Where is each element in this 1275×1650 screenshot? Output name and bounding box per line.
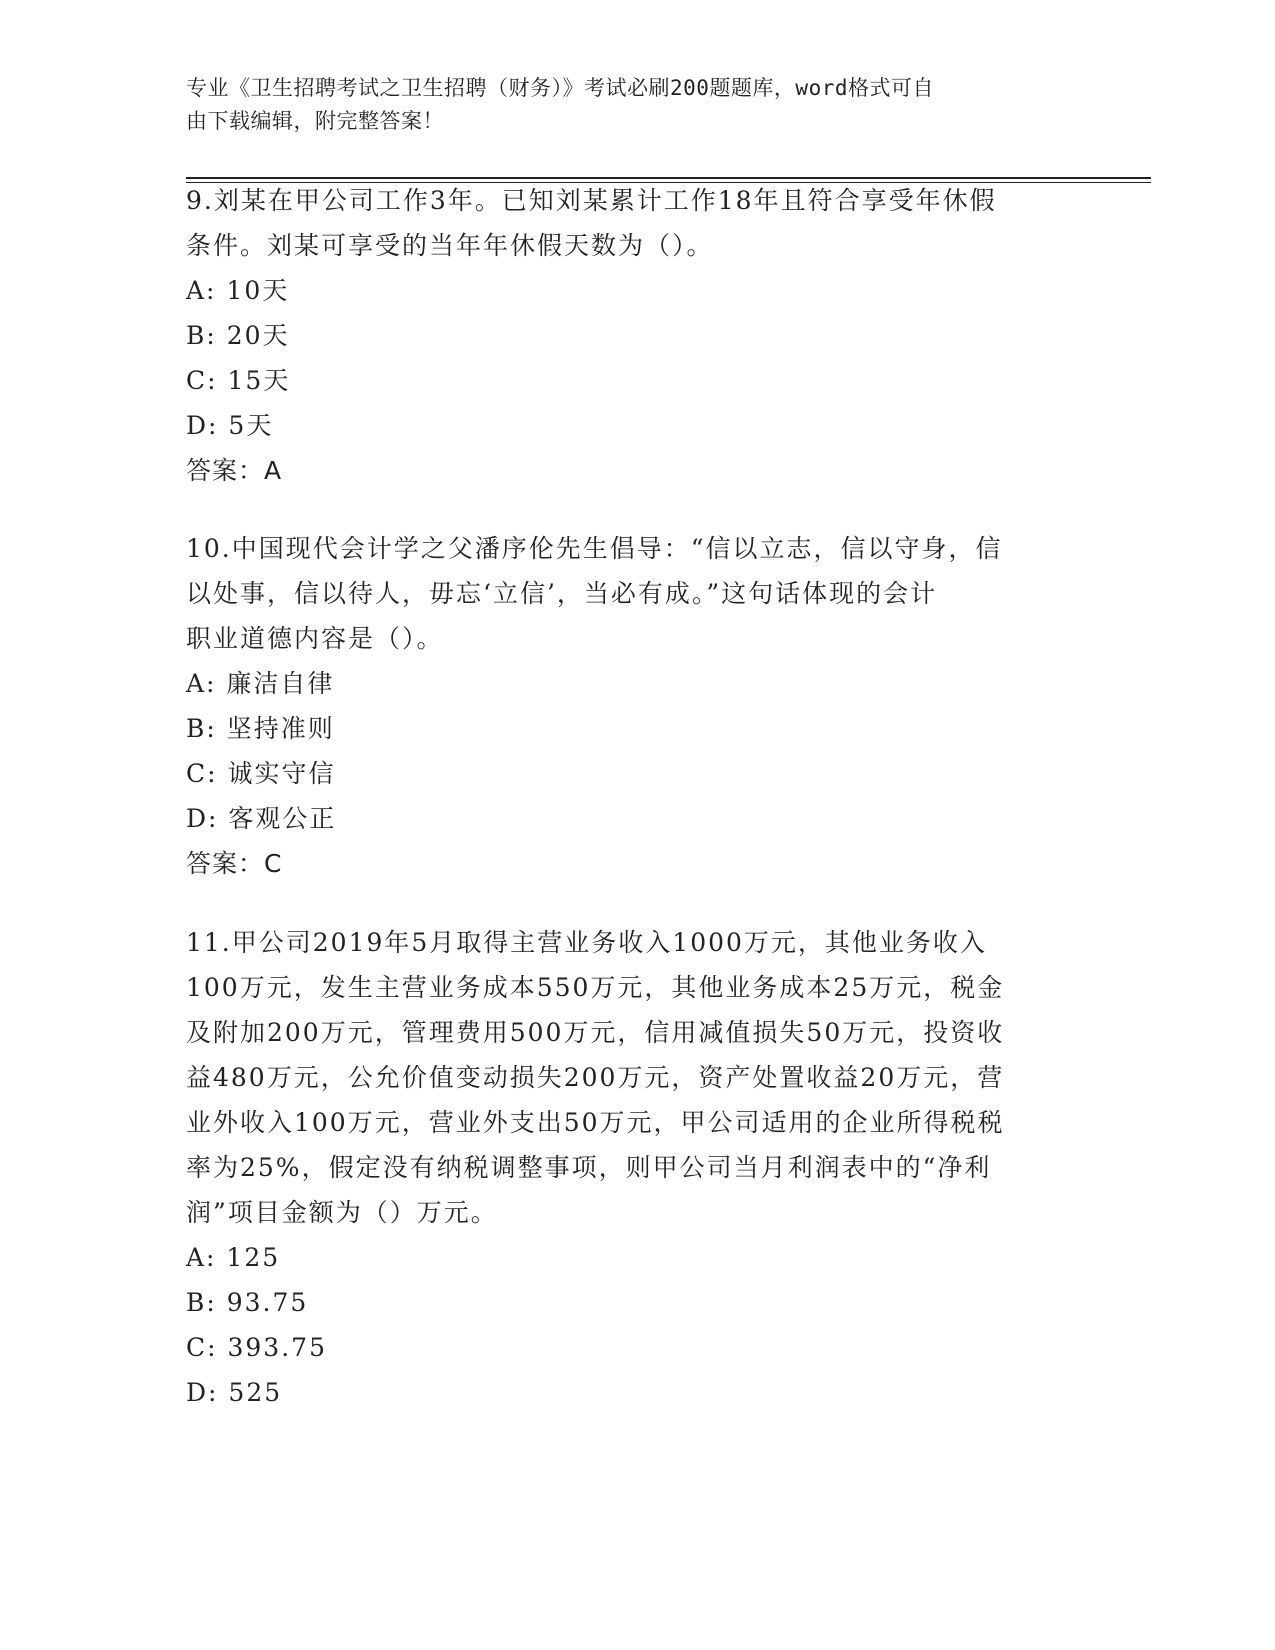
question-text-line: 10.中国现代会计学之父潘序伦先生倡导：“信以立志，信以守身，信 xyxy=(186,534,1003,563)
question-9 xyxy=(186,178,1076,493)
option-b: B: 20天 xyxy=(186,321,290,350)
option-a: A: 125 xyxy=(186,1243,281,1272)
option-b: B: 坚持准则 xyxy=(186,714,335,743)
option-c: C: 393.75 xyxy=(186,1333,327,1362)
option-a: A: 10天 xyxy=(186,276,290,305)
question-text-line: 职业道德内容是（）。 xyxy=(186,624,444,653)
option-c: C: 诚实守信 xyxy=(186,759,336,788)
question-text-line: 9.刘某在甲公司工作3年。已知刘某累计工作18年且符合享受年休假 xyxy=(186,186,997,215)
question-text-line: 100万元，发生主营业务成本550万元，其他业务成本25万元，税金 xyxy=(186,973,1005,1002)
question-10 xyxy=(186,526,1076,886)
question-text-line: 益480万元，公允价值变动损失200万元，资产处置收益20万元，营 xyxy=(186,1063,1005,1092)
header-line-1: 专业《卫生招聘考试之卫生招聘（财务）》考试必刷200题题库，word格式可自 xyxy=(186,76,934,100)
answer: 答案：A xyxy=(186,456,283,485)
question-text-line: 11.甲公司2019年5月取得主营业务收入1000万元，其他业务收入 xyxy=(186,928,987,957)
option-d: D: 5天 xyxy=(186,411,274,440)
header-line-2: 由下载编辑，附完整答案！ xyxy=(186,109,444,133)
answer: 答案：C xyxy=(186,849,283,878)
option-b: B: 93.75 xyxy=(186,1288,309,1317)
question-11 xyxy=(186,920,1076,1415)
question-text-line: 润”项目金额为（）万元。 xyxy=(186,1198,498,1227)
option-d: D: 客观公正 xyxy=(186,804,337,833)
option-a: A: 廉洁自律 xyxy=(186,669,335,698)
question-text-line: 业外收入100万元，营业外支出50万元，甲公司适用的企业所得税税 xyxy=(186,1108,1005,1137)
question-text-line: 率为25%，假定没有纳税调整事项，则甲公司当月利润表中的“净利 xyxy=(186,1153,992,1182)
question-text-line: 条件。刘某可享受的当年年休假天数为（）。 xyxy=(186,231,714,260)
question-text-line: 以处事，信以待人，毋忘‘立信’，当必有成。”这句话体现的会计 xyxy=(186,579,938,608)
option-d: D: 525 xyxy=(186,1378,283,1407)
option-c: C: 15天 xyxy=(186,366,291,395)
question-text-line: 及附加200万元，管理费用500万元，信用减值损失50万元，投资收 xyxy=(186,1018,1005,1047)
document-header xyxy=(186,72,1066,138)
